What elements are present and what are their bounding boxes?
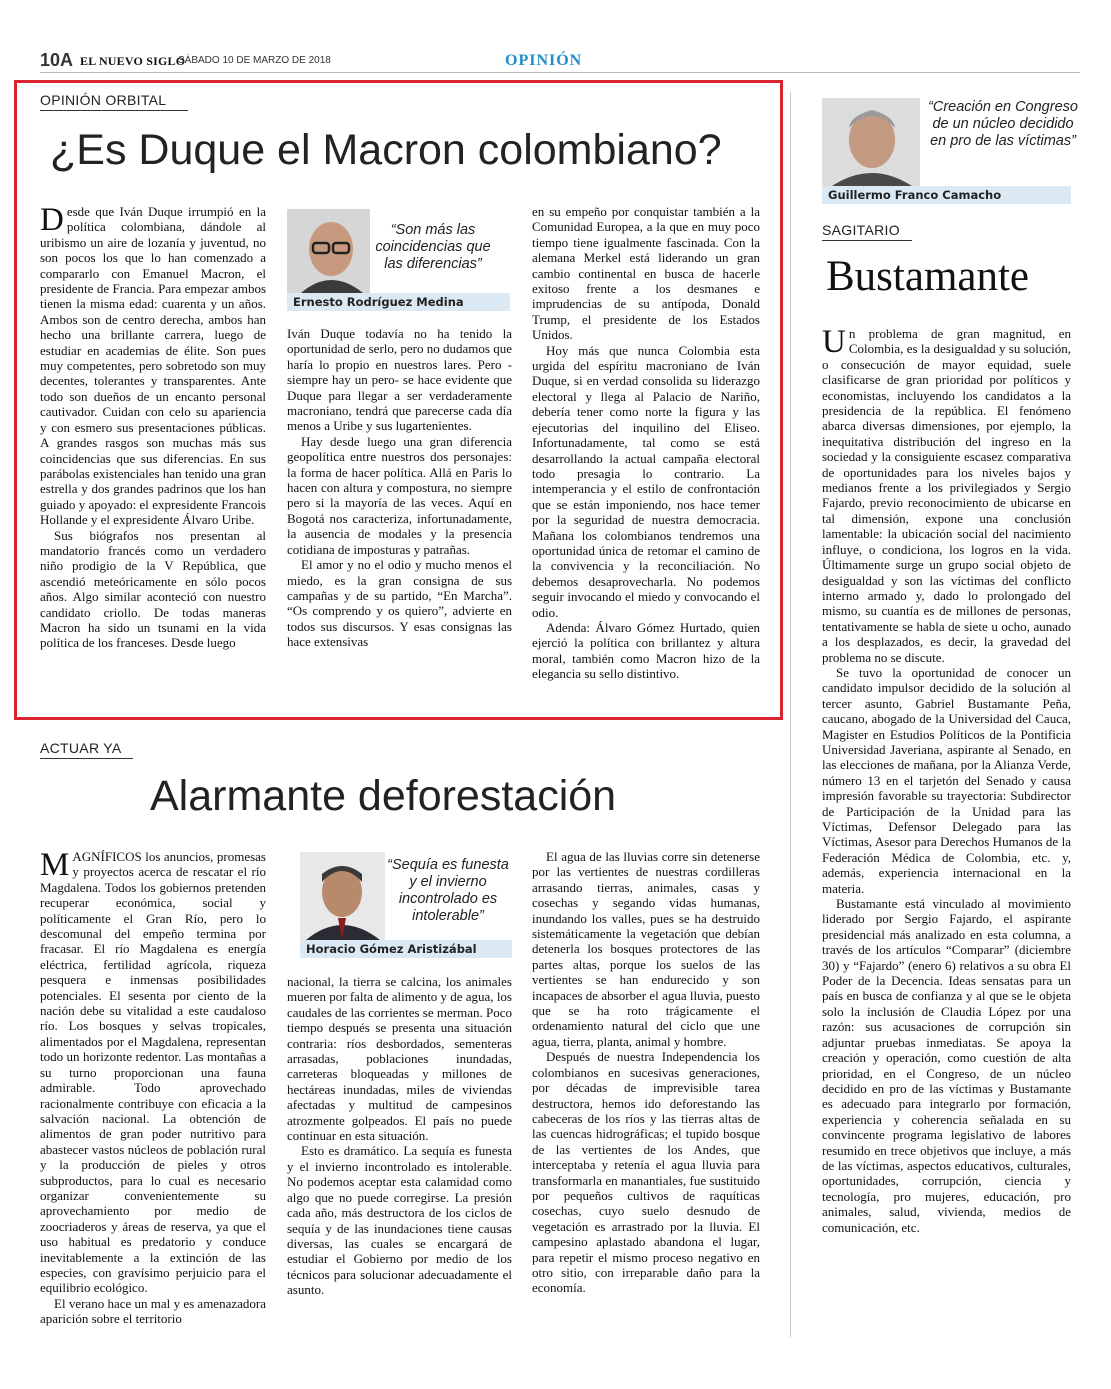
author-photo bbox=[822, 98, 920, 186]
article3-byline: Guillermo Franco Camacho bbox=[822, 186, 1071, 204]
dropcap: M bbox=[40, 847, 70, 883]
article2-headline: Alarmante deforestación bbox=[150, 772, 617, 820]
paragraph: Iván Duque todavía no ha tenido la oportunidad de serlo, pero no dudamos que haría lo propio en nuestros lares. Pero -siempre hay un pero- se hace evidente que Duque para llegar a ser verdaderamente macroniano, tendrá que parecerse cada día menos a Uribe y sus lugartenientes. bbox=[287, 326, 512, 434]
paragraph: Adenda: Álvaro Gómez Hurtado, quien ejerció la política con brillantez y altura moral, también como Macron hizo de la elegancia su sello distintivo. bbox=[532, 619, 760, 682]
author-photo bbox=[300, 852, 385, 940]
article1-column-3 bbox=[532, 204, 760, 682]
dropcap: U bbox=[822, 324, 846, 360]
article2-column-1 bbox=[40, 849, 266, 1327]
article2-column-3 bbox=[532, 849, 760, 1296]
paragraph: esde que Iván Duque irrumpió en la política colombiana, dándole al uribismo un aire de lozanía y juventud, no son pocos los que lo han comenzado a compararlo con Emanuel Macron, el presidente de Francia. Para empezar ambos tienen la misma edad: cuarenta y un años. Ambos son de centro derecha, ambos han hecho una brillante carrera, luego de estudiar en academias de élite. Son pues muy competentes, pero sobretodo son muy decentes, tolerantes y transparentes. Ante todo son dueños de un encanto personal cautivador. Cuidan con celo su apariencia y con esmero sus presentaciones públicas. A grandes rasgos son muchas más sus coincidencias que sus diferencias. En sus parábolas existenciales han tenido una gran estrella y dos grandes padrinos que los han guiado y apoyado: el expresidente Francois Hollande y el expresidente Álvaro Uribe. bbox=[40, 204, 266, 528]
column-rule bbox=[790, 92, 791, 1337]
paragraph: Hay desde luego una gran diferencia geopolítica entre nuestros dos personajes: la forma de hacer política. Allá en Paris lo hacen con altura y compostura, no siempre pero si la mayoría de las veces. Aquí en Bogotá nos caracteriza, infortunadamente, la ausencia de modales y la presencia cotidiana de imposturas y patrañas. bbox=[287, 433, 512, 557]
article1-pull-quote: “Son más las coincidencias que las diferencias” bbox=[375, 222, 491, 272]
article2-column-2 bbox=[287, 974, 512, 1298]
article1-column-2 bbox=[287, 326, 512, 650]
dateline: SÁBADO 10 DE MARZO DE 2018 bbox=[178, 55, 331, 66]
section-label: OPINIÓN bbox=[505, 52, 583, 69]
author-photo bbox=[287, 209, 370, 293]
article2-kicker: ACTUAR YA bbox=[40, 740, 133, 759]
paragraph: Después de nuestra Independencia los colombianos en sucesivas generaciones, por décadas de imprevisible tarea destructora, hemos ido deforestando las cabeceras de los ríos y las tierras altas de las cuencas hidrográficas; el tupido bosque de las vertientes de los Andes, que interceptaba y retenía el agua lluvia para transformarla en manantiales, fue sustituido por pequeños cultivos de raquíticas cosechas, cuyo suelo desnudo de vegetación es arrastrado por la lluvia. El campesino aplastado abandona el lugar, para repetir el mismo proceso negativo en otro sitio, con irreparable daño para la economía. bbox=[532, 1049, 760, 1296]
header-rule bbox=[40, 72, 1080, 73]
article3-body bbox=[822, 326, 1071, 1235]
paragraph: El agua de las lluvias corre sin detenerse por las vertientes de nuestras cordilleras arrasando tierras, animales, casas y cosechas y segando vidas humanas, inundando los valles, pues se ha destruido sistemáticamente la vegetación que debían detenerla los bosques protectores de las partes altas, porque los suelos de las vertientes se han endurecido y son incapaces de absorber el agua lluvia, puesto que se ha roto trágicamente el ordenamiento natural del ciclo que une agua, tierra, planta, animal y hombre. bbox=[532, 849, 760, 1049]
paragraph: Hoy más que nunca Colombia esta urgida del espíritu macroniano de Iván Duque, si en verdad consolida su liderazgo electoral y llega al Palacio de Nariño, debería tener como norte la figura y las ejecutorias del inquilino del Eliseo. Infortunadamente, tal como se está desarrollando la actual campaña electoral todo presagia lo contrario. La intemperancia y el estilo de confrontación que se están imponiendo, nos hace temer por la seguridad de nuestra democracia. Mañana los colombianos tendremos una oportunidad única de retomar el camino de la convivencia y la reconciliación. No debemos desaprovecharla. No podemos seguir invocando el miedo y convocando el odio. bbox=[532, 342, 760, 620]
paragraph: Bustamante está vinculado al movimiento liderado por Sergio Fajardo, el aspirante presidencial más analizado en esta columna, a través de los artículos “Comparar” (diciembre 30) y “Fajardo” (enero 6) relativos a su obra El Poder de la Decencia. Ideas sensatas para un país en busca de confianza y al que se le objeta solo la inclusión de Claudia López por una razón: sus acusaciones de corrupción sin adjuntar pruebas inmediatas. Se apoya la creación y operación, como cuestión de alta prioridad, en el Congreso, de un núcleo decidido en pro de las víctimas y Bustamante es adecuado para integrarlo por formación, experiencia y coherencia señalada en su convincente programa legislativo de labores resumido en trece objetivos que incluye, a más de las víctimas, aspectos educativos, culturales, oportunidades, corrupción, ciencia y tecnología, pro mujeres, educación, pro animales, salud, vivienda, medios de comunicación, etc. bbox=[822, 896, 1071, 1235]
masthead: EL NUEVO SIGLO bbox=[80, 54, 186, 68]
paragraph: nacional, la tierra se calcina, los animales mueren por falta de alimento y de agua, los caudales de las corrientes se merman. Poco tiempo después se presenta una situación contraria: ríos desbordados, sementeras arrasadas, poblaciones inundadas, carreteras bloqueadas y millones de hectáreas inundadas, miles de viviendas afectadas y multitud de campesinos atrozmente golpeados. El país no puede continuar en esta situación. bbox=[287, 974, 512, 1144]
paragraph: Se tuvo la oportunidad de conocer un candidato impulsor decidido de la solución al tercer asunto, Gabriel Bustamante Peña, caucano, abogado de la Universidad del Cauca, Magister en Estudios Políticos de la Pontificia Universidad Javeriana, aspirante al Senado, en las elecciones de mañana, por la Alianza Verde, número 13 en el tarjetón del Senado y causa impresión favorable su trayectoria: Subdirector de Participación de la Unidad para las Víctimas, Defensor Delegado para las Víctimas, Asesor para Derechos Humanos de la Federación Médica de Colombia, etc. y, además, experiencia internacional en la materia. bbox=[822, 664, 1071, 896]
paragraph: El verano hace un mal y es amenazadora aparición sobre el territorio bbox=[40, 1295, 266, 1327]
paragraph: n problema de gran magnitud, en Colombia, es la desigualdad y su solución, o consecución de mayor equidad, suele clasificarse de gran prioridad por políticos y economistas, incluyendo los candidatos a la presidencia de la república. El fenómeno abarca diversas dimensiones, por ejemplo, la inequitativa distribución del ingreso en la sociedad y la consiguiente escasez comparativa de oportunidades para los niveles bajos y medianos frente a los privilegiados y Sergio Fajardo, previo reconocimiento de ubicarse en tal dimensión, expone una conclusión lamentable: la ubicación social del nacimiento influye, o condiciona, los logros en la vida. Últimamente surge un grupo social objeto de desigualdad y son las víctimas del conflicto interno armado y, dado lo prolongado del mismo, su cuantía es de millones de personas, tentativamente se habla de siete u ocho, aunado a los desplazados, es decir, la gravedad del problema no se discute. bbox=[822, 326, 1071, 665]
article3-pull-quote: “Creación en Congreso de un núcleo decidido en pro de las víctimas” bbox=[928, 99, 1078, 149]
paragraph: El amor y no el odio y mucho menos el miedo, es la gran consigna de sus campañas y de su partido, “En Marcha”. “Os comprendo y os quiero”, advierte en todos sus discursos. Y esas consignas las hace extensivas bbox=[287, 557, 512, 650]
article1-column-1 bbox=[40, 204, 266, 651]
article2-byline: Horacio Gómez Aristizábal bbox=[300, 940, 512, 958]
paragraph: AGNÍFICOS los anuncios, promesas y proyectos acerca de rescatar el río Magdalena. Todos los gobiernos pretenden recuperar económica, social y políticamente el Gran Río, pero lo descomunal del empeño termina por fracasar. El río Magdalena es energía eléctrica, fertilidad agrícola, riqueza pesquera e inmensas posibilidades potenciales. El sesenta por ciento de la nación debe su vitalidad a este caudaloso río. Los bosques y selvas tropicales, alimentados por el Magdalena, representan todo un horizonte redentor. Las montañas a su turno proporcionan una fauna admirable. Todo aprovechado racionalmente contribuye con eficacia a la salvación nacional. La obtención de alimentos de gran poder nutritivo para abastecer vastos núcleos de población rural y la producción de pieles y otros subproductos, para lo cual es necesario organizar convenientemente su aprovechamiento por medio de zoocriaderos y áreas de reserva, ya que el uso habitual es predatorio y conduce inevitablemente a la extinción de las especies, con gravísimo perjuicio para el equilibrio ecológico. bbox=[40, 849, 266, 1296]
page-number: 10A bbox=[40, 50, 74, 70]
paragraph: Esto es dramático. La sequía es funesta y el invierno incontrolado es intolerable. No podemos aceptar esta calamidad como algo que no puede corregirse. La presión cada año, más destructora de los ciclos de sequía y de las inundaciones tiene causas diversas, las cuales se encargará de estudiar el Gobierno por medio de los técnicos para solucionar adecuadamente el asunto. bbox=[287, 1143, 512, 1298]
dropcap: D bbox=[40, 202, 64, 238]
article3-kicker: SAGITARIO bbox=[822, 222, 912, 241]
article1-byline: Ernesto Rodríguez Medina bbox=[287, 293, 510, 311]
paragraph: Sus biógrafos nos presentan al mandatorio francés como un verdadero niño prodigio de la V República, que ascendió meteóricamente en sólo pocos años. Algo similar aconteció con nuestro candidato criollo. De todas maneras Macron ha sido un tsunami en la vida política de los franceses. Desde luego bbox=[40, 527, 266, 651]
paragraph: en su empeño por conquistar también a la Comunidad Europea, a la que en muy poco tiempo tiene igualmente fascinada. Con la alemana Merkel está liderando un gran cambio continental en busca de hacerle exitoso frente a los desmanes e imprudencias de su antípoda, Donald Trump, el presidente de los Estados Unidos. bbox=[532, 204, 760, 343]
article1-kicker: OPINIÓN ORBITAL bbox=[40, 92, 188, 111]
article1-headline: ¿Es Duque el Macron colombiano? bbox=[50, 126, 722, 174]
article3-headline: Bustamante bbox=[826, 253, 1030, 300]
article2-pull-quote: “Sequía es funesta y el invierno incontrolado es intolerable” bbox=[387, 857, 509, 924]
